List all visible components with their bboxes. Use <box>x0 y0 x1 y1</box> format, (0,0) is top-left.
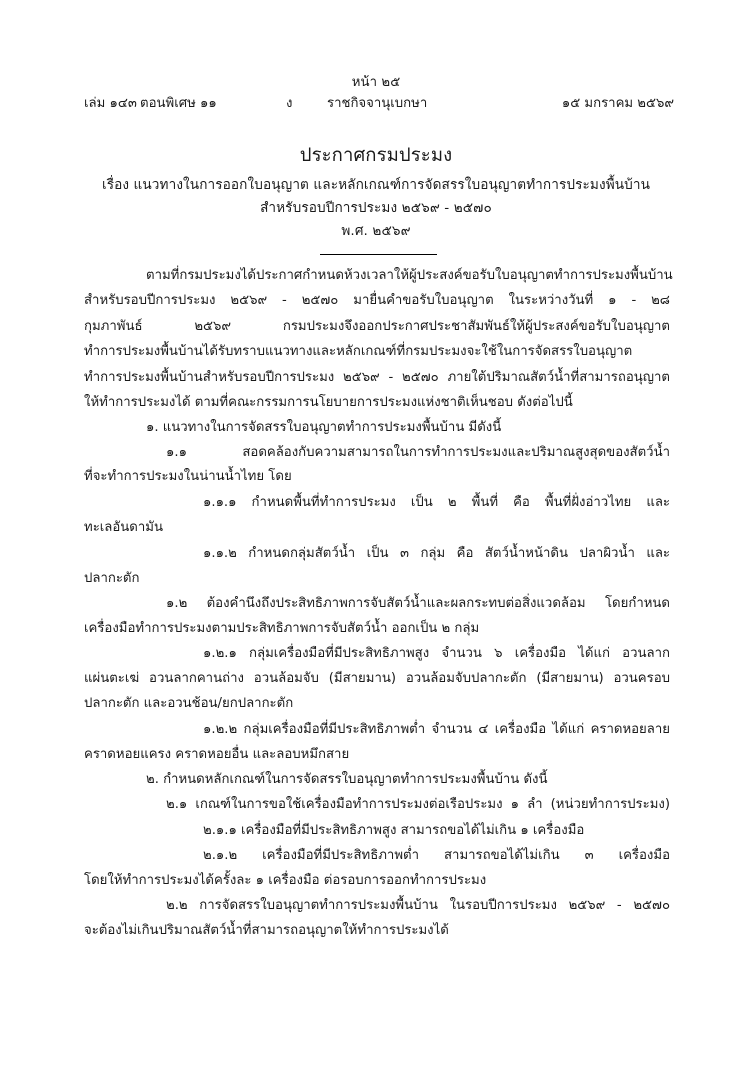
page-number: หน้า ๒๕ <box>351 75 401 90</box>
body-line: จะต้องไม่เกินปริมาณสัตว์น้ำที่สามารถอนุญาตให้ทำการประมงได้ <box>84 923 449 938</box>
body-line: คราดหอยแครง คราดหอยอื่น และลอบหมึกสาย <box>84 747 350 762</box>
body-line: เครื่องมือทำการประมงตามประสิทธิภาพการจับสัตว์น้ำ ออกเป็น ๒ กลุ่ม <box>84 621 480 636</box>
body-line: กุมภาพันธ์ ๒๕๖๙ กรมประมงจึงออกประกาศประชาสัมพันธ์ให้ผู้ประสงค์ขอรับใบอนุญาต <box>84 319 670 334</box>
body-line: ๑.๒.๑ กลุ่มเครื่องมือที่มีประสิทธิภาพสูง จำนวน ๖ เครื่องมือ ได้แก่ อวนลาก <box>203 646 670 661</box>
body-line: ๑.๒ ต้องคำนึงถึงประสิทธิภาพการจับสัตว์น้ำและผลกระทบต่อสิ่งแวดล้อม โดยกำหนด <box>166 596 670 611</box>
section-letter: ง <box>286 96 293 111</box>
volume-label: เล่ม ๑๔๓ <box>84 96 137 111</box>
body-line: ๒.๑.๒ เครื่องมือที่มีประสิทธิภาพต่ำ สามารถขอได้ไม่เกิน ๓ เครื่องมือ <box>203 848 670 863</box>
body-line: ๒.๒ การจัดสรรใบอนุญาตทำการประมงพื้นบ้าน ในรอบปีการประมง ๒๕๖๙ - ๒๕๗๐ <box>166 898 670 913</box>
body-line: ปลากะตัก และอวนช้อน/ยกปลากะตัก <box>84 696 294 711</box>
section-label: ตอนพิเศษ ๑๑ <box>140 96 217 111</box>
publication-date: ๑๕ มกราคม ๒๕๖๙ <box>561 96 674 111</box>
body-line: แผ่นตะเฆ่ อวนลากคานถ่าง อวนล้อมจับ (มีสายมาน) อวนล้อมจับปลากะตัก (มีสายมาน) อวนครอบ <box>84 671 670 686</box>
body-line: ทะเลอันดามัน <box>84 520 163 535</box>
announcement-year: พ.ศ. ๒๕๖๙ <box>341 223 411 239</box>
body-line: โดยให้ทำการประมงได้ครั้งละ ๑ เครื่องมือ ต่อรอบการออกทำการประมง <box>84 873 487 888</box>
body-line: ที่จะทำการประมงในน่านน้ำไทย โดย <box>84 469 292 484</box>
body-line: ตามที่กรมประมงได้ประกาศกำหนดห้วงเวลาให้ผู้ประสงค์ขอรับใบอนุญาตทำการประมงพื้นบ้าน <box>146 268 673 283</box>
body-line: ทำการประมงพื้นบ้านสำหรับรอบปีการประมง ๒๕๖๙ - ๒๕๗๐ ภายใต้ปริมาณสัตว์น้ำที่สามารถอนุญาต <box>84 370 670 385</box>
body-line: ๒.๑.๑ เครื่องมือที่มีประสิทธิภาพสูง สามารถขอได้ไม่เกิน ๑ เครื่องมือ <box>203 823 585 838</box>
body-line: ๑.๒.๒ กลุ่มเครื่องมือที่มีประสิทธิภาพต่ำ จำนวน ๔ เครื่องมือ ได้แก่ คราดหอยลาย <box>203 722 670 737</box>
announcement-title: ประกาศกรมประมง <box>299 145 453 166</box>
gazette-name: ราชกิจจานุเบกษา <box>327 96 428 111</box>
title-separator-rule <box>320 254 437 255</box>
body-line: ๑.๑.๒ กำหนดกลุ่มสัตว์น้ำ เป็น ๓ กลุ่ม คือ สัตว์น้ำหน้าดิน ปลาผิวน้ำ และ <box>203 546 670 561</box>
announcement-subject-line-1: เรื่อง แนวทางในการออกใบอนุญาต และหลักเกณฑ์การจัดสรรใบอนุญาตทำการประมงพื้นบ้าน <box>101 177 651 193</box>
body-line: ๑.๑ สอดคล้องกับความสามารถในการทำการประมงและปริมาณสูงสุดของสัตว์น้ำ <box>166 445 670 460</box>
body-line: ให้ทำการประมงได้ ตามที่คณะกรรมการนโยบายการประมงแห่งชาติเห็นชอบ ดังต่อไปนี้ <box>84 395 573 410</box>
section-2-heading: ๒. กำหนดหลักเกณฑ์ในการจัดสรรใบอนุญาตทำการประมงพื้นบ้าน ดังนี้ <box>146 772 548 787</box>
body-line: ๒.๑ เกณฑ์ในการขอใช้เครื่องมือทำการประมงต่อเรือประมง ๑ ลำ (หน่วยทำการประมง) <box>166 797 670 812</box>
body-line: ๑.๑.๑ กำหนดพื้นที่ทำการประมง เป็น ๒ พื้นที่ คือ พื้นที่ฝั่งอ่าวไทย และ <box>203 495 670 510</box>
body-line: ทำการประมงพื้นบ้านได้รับทราบแนวทางและหลักเกณฑ์ที่กรมประมงจะใช้ในการจัดสรรใบอนุญาต <box>84 344 633 359</box>
gazette-header-row <box>84 95 674 113</box>
body-line: ปลากะตัก <box>84 571 140 586</box>
body-line: สำหรับรอบปีการประมง ๒๕๖๙ - ๒๕๗๐ มายื่นคำขอรับใบอนุญาต ในระหว่างวันที่ ๑ - ๒๘ <box>84 293 670 308</box>
section-1-heading: ๑. แนวทางในการจัดสรรใบอนุญาตทำการประมงพื้นบ้าน มีดังนี้ <box>146 420 502 435</box>
announcement-subject-line-2: สำหรับรอบปีการประมง ๒๕๖๙ - ๒๕๗๐ <box>260 200 492 216</box>
